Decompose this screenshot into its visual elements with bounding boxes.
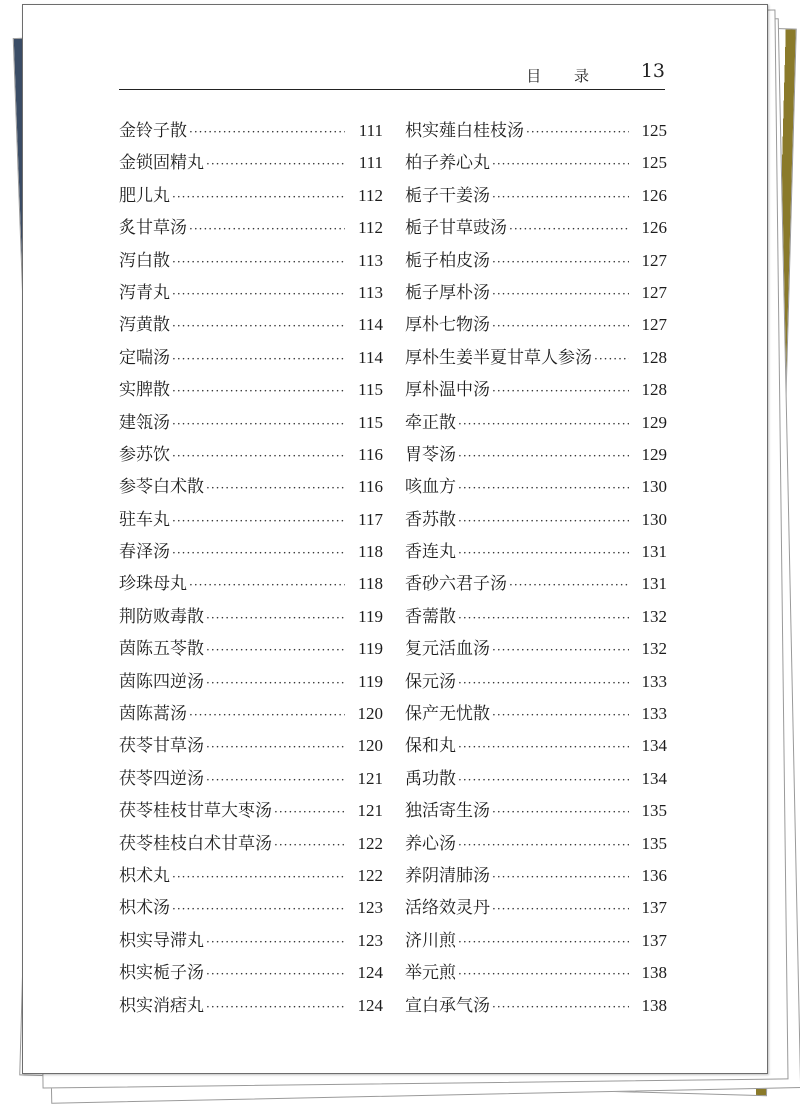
toc-entry-title: 泻黄散 [119, 315, 170, 336]
toc-entry[interactable] [405, 828, 667, 860]
toc-entry-title: 春泽汤 [119, 542, 170, 563]
dot-leader [172, 343, 345, 374]
dot-leader [492, 796, 629, 827]
toc-entry[interactable] [119, 407, 383, 439]
toc-entry[interactable] [119, 601, 383, 633]
toc-entry[interactable] [405, 180, 667, 212]
dot-leader [458, 472, 629, 503]
dot-leader [458, 537, 629, 568]
toc-entry[interactable] [405, 309, 667, 341]
toc-entry-page: 138 [641, 995, 667, 1015]
toc-entry-page: 129 [641, 444, 667, 464]
toc-entry[interactable] [405, 795, 667, 827]
toc-entry-page: 135 [641, 833, 667, 853]
toc-entry-page: 113 [358, 250, 383, 270]
toc-entry-title: 独活寄生汤 [405, 801, 490, 822]
toc-entry-page: 137 [641, 930, 667, 950]
dot-leader [172, 440, 345, 471]
dot-leader [492, 181, 629, 212]
dot-leader [594, 343, 629, 374]
toc-entry-title: 香苏散 [405, 509, 456, 530]
toc-entry-title: 保产无忧散 [405, 704, 490, 725]
dot-leader [206, 148, 345, 179]
toc-entry[interactable] [119, 698, 383, 730]
toc-entry-title: 炙甘草汤 [119, 218, 187, 239]
toc-entry-page: 115 [358, 380, 383, 400]
dot-leader [206, 731, 345, 762]
toc-column-right [405, 115, 667, 1022]
toc-entry[interactable] [405, 698, 667, 730]
dot-leader [492, 246, 629, 277]
toc-entry[interactable] [119, 504, 383, 536]
toc-entry-title: 珍珠母丸 [119, 574, 187, 595]
toc-entry-title: 茯苓四逆汤 [119, 768, 204, 789]
toc-entry-page: 123 [357, 898, 383, 918]
toc-entry[interactable] [119, 115, 383, 147]
toc-entry[interactable] [405, 471, 667, 503]
toc-entry-page: 117 [358, 509, 383, 529]
dot-leader [492, 310, 629, 341]
toc-entry-title: 济川煎 [405, 930, 456, 951]
toc-entry-title: 举元煎 [405, 963, 456, 984]
toc-entry[interactable] [119, 212, 383, 244]
toc-entry-page: 125 [641, 121, 667, 140]
dot-leader [492, 699, 629, 730]
dot-leader [172, 537, 345, 568]
toc-entry-page: 138 [641, 963, 667, 983]
dot-leader [172, 246, 345, 277]
toc-entry[interactable] [405, 990, 667, 1022]
toc-entry-page: 116 [358, 477, 383, 497]
toc-entry[interactable] [405, 342, 667, 374]
toc-entry-page: 120 [357, 704, 383, 724]
dot-leader [206, 472, 345, 503]
toc-entry[interactable] [405, 666, 667, 698]
dot-leader [172, 278, 345, 309]
toc-entry[interactable] [119, 180, 383, 212]
dot-leader [458, 602, 629, 633]
toc-entry-page: 121 [357, 801, 383, 821]
toc-entry[interactable] [405, 115, 667, 147]
toc-entry[interactable] [405, 277, 667, 309]
toc-entry-page: 119 [358, 639, 383, 659]
toc-entry-title: 茯苓甘草汤 [119, 736, 204, 757]
toc-entry[interactable] [405, 763, 667, 795]
toc-entry-page: 131 [641, 542, 667, 562]
toc-entry-page: 118 [358, 542, 383, 562]
toc-entry-page: 133 [641, 671, 667, 691]
toc-entry[interactable] [119, 536, 383, 568]
toc-entry[interactable] [119, 763, 383, 795]
toc-entry-page: 116 [358, 444, 383, 464]
toc-entry-title: 金锁固精丸 [119, 153, 204, 174]
dot-leader [458, 408, 629, 439]
toc-entry-page: 132 [641, 606, 667, 626]
toc-entry[interactable] [405, 374, 667, 406]
dot-leader [172, 893, 345, 924]
toc-entry-page: 120 [357, 736, 383, 756]
toc-entry[interactable] [405, 730, 667, 762]
toc-entry-page: 123 [357, 930, 383, 950]
dot-leader [458, 764, 629, 795]
toc-entry-title: 养阴清肺汤 [405, 865, 490, 886]
toc-entry-title: 厚朴温中汤 [405, 380, 490, 401]
toc-entry[interactable] [119, 795, 383, 827]
toc-entry-title: 禹功散 [405, 768, 456, 789]
dot-leader [492, 893, 629, 924]
toc-entry-page: 114 [358, 347, 383, 367]
dot-leader [458, 440, 629, 471]
toc-entry-title: 牵正散 [405, 412, 456, 433]
toc-entry-title: 参苏饮 [119, 444, 170, 465]
toc-entry-title: 香砂六君子汤 [405, 574, 507, 595]
dot-leader [206, 958, 345, 989]
toc-entry-page: 125 [641, 153, 667, 173]
toc-entry-page: 119 [358, 671, 383, 691]
dot-leader [458, 958, 629, 989]
toc-entry[interactable] [405, 925, 667, 957]
toc-entry[interactable] [119, 245, 383, 277]
toc-entry[interactable] [119, 957, 383, 989]
dot-leader [492, 634, 629, 665]
toc-entry[interactable] [405, 212, 667, 244]
toc-entry-page: 112 [358, 185, 383, 205]
toc-entry[interactable] [405, 147, 667, 179]
toc-entry-title: 复元活血汤 [405, 639, 490, 660]
toc-entry-title: 厚朴生姜半夏甘草人参汤 [405, 347, 592, 368]
toc-column-left [119, 115, 383, 1022]
toc-entry-title: 香连丸 [405, 542, 456, 563]
dot-leader [509, 213, 629, 244]
toc-entry-page: 122 [357, 833, 383, 853]
toc-entry[interactable] [119, 860, 383, 892]
toc-entry[interactable] [405, 601, 667, 633]
toc-entry-title: 实脾散 [119, 380, 170, 401]
dot-leader [526, 116, 629, 147]
dot-leader [274, 796, 345, 827]
dot-leader [458, 926, 629, 957]
toc-entry[interactable] [119, 730, 383, 762]
dot-leader [458, 505, 629, 536]
toc-entry[interactable] [405, 633, 667, 665]
dot-leader [206, 634, 345, 665]
toc-entry-page: 129 [641, 412, 667, 432]
dot-leader [206, 667, 345, 698]
toc-entry-title: 胃苓汤 [405, 444, 456, 465]
dot-leader [172, 181, 345, 212]
dot-leader [492, 991, 629, 1022]
toc-entry[interactable] [119, 633, 383, 665]
toc-entry[interactable] [405, 892, 667, 924]
toc-entry[interactable] [405, 245, 667, 277]
toc-entry-page: 131 [641, 574, 667, 594]
toc-entry[interactable] [119, 925, 383, 957]
toc-entry[interactable] [119, 342, 383, 374]
toc-entry[interactable] [119, 439, 383, 471]
toc-entry-title: 活络效灵丹 [405, 898, 490, 919]
toc-entry[interactable] [119, 828, 383, 860]
toc-entry-title: 肥儿丸 [119, 185, 170, 206]
toc-entry[interactable] [119, 990, 383, 1022]
toc-entry-page: 127 [641, 315, 667, 335]
toc-entry-title: 茯苓桂枝白术甘草汤 [119, 833, 272, 854]
toc-entry[interactable] [119, 309, 383, 341]
toc-entry-page: 122 [357, 865, 383, 885]
header-page-number: 13 [640, 60, 665, 82]
toc-entry-page: 134 [641, 736, 667, 756]
toc-entry-title: 建瓴汤 [119, 412, 170, 433]
toc-entry-title: 枳术丸 [119, 865, 170, 886]
toc-entry-page: 133 [641, 704, 667, 724]
dot-leader [172, 861, 345, 892]
toc-entry-page: 130 [641, 509, 667, 529]
dot-leader [509, 569, 629, 600]
toc-entry[interactable] [405, 860, 667, 892]
toc-entry-page: 130 [641, 477, 667, 497]
dot-leader [274, 829, 345, 860]
toc-entry-title: 茵陈五苓散 [119, 639, 204, 660]
toc-entry-page: 136 [641, 865, 667, 885]
toc-entry-page: 124 [357, 963, 383, 983]
toc-entry-title: 驻车丸 [119, 509, 170, 530]
toc-entry-page: 132 [641, 639, 667, 659]
toc-entry[interactable] [119, 568, 383, 600]
toc-entry[interactable] [119, 892, 383, 924]
dot-leader [492, 148, 629, 179]
toc-entry-title: 茯苓桂枝甘草大枣汤 [119, 801, 272, 822]
dot-leader [206, 991, 345, 1022]
dot-leader [458, 667, 629, 698]
toc-entry-page: 127 [641, 282, 667, 302]
toc-entry-page: 121 [357, 768, 383, 788]
toc-page [22, 4, 768, 1074]
toc-entry-title: 柏子养心丸 [405, 153, 490, 174]
toc-entry-title: 栀子厚朴汤 [405, 282, 490, 303]
toc-entry-page: 135 [641, 801, 667, 821]
toc-entry-title: 泻青丸 [119, 282, 170, 303]
dot-leader [492, 278, 629, 309]
dot-leader [206, 602, 345, 633]
dot-leader [172, 505, 345, 536]
dot-leader [492, 861, 629, 892]
toc-entry-title: 厚朴七物汤 [405, 315, 490, 336]
dot-leader [458, 731, 629, 762]
toc-entry-title: 香薷散 [405, 606, 456, 627]
toc-entry-title: 保元汤 [405, 671, 456, 692]
toc-entry-title: 栀子甘草豉汤 [405, 218, 507, 239]
dot-leader [172, 310, 345, 341]
toc-entry-page: 137 [641, 898, 667, 918]
toc-entry[interactable] [405, 407, 667, 439]
toc-entry-page: 128 [641, 380, 667, 400]
toc-entry[interactable] [119, 666, 383, 698]
dot-leader [189, 213, 345, 244]
toc-entry-title: 茵陈蒿汤 [119, 704, 187, 725]
toc-entry[interactable] [405, 439, 667, 471]
dot-leader [206, 764, 345, 795]
toc-entry-page: 111 [358, 121, 383, 140]
toc-entry-page: 126 [641, 218, 667, 238]
dot-leader [492, 375, 629, 406]
toc-entry-title: 泻白散 [119, 250, 170, 271]
page-header [119, 57, 665, 90]
toc-entry-page: 126 [641, 185, 667, 205]
toc-entry-page: 134 [641, 768, 667, 788]
toc-entry-page: 127 [641, 250, 667, 270]
dot-leader [172, 408, 345, 439]
toc-entry-title: 栀子柏皮汤 [405, 250, 490, 271]
toc-entry[interactable] [405, 536, 667, 568]
dot-leader [458, 829, 629, 860]
toc-entry-page: 128 [641, 347, 667, 367]
dot-leader [189, 116, 345, 147]
toc-entry-title: 咳血方 [405, 477, 456, 498]
toc-entry-page: 112 [358, 218, 383, 238]
toc-entry[interactable] [119, 147, 383, 179]
toc-entry-page: 111 [358, 153, 383, 173]
dot-leader [189, 569, 345, 600]
toc-entry-page: 119 [358, 606, 383, 626]
toc-entry[interactable] [119, 374, 383, 406]
toc-entry-title: 定喘汤 [119, 347, 170, 368]
toc-entry-title: 宣白承气汤 [405, 995, 490, 1016]
toc-entry[interactable] [119, 471, 383, 503]
toc-entry-title: 养心汤 [405, 833, 456, 854]
toc-entry-page: 115 [358, 412, 383, 432]
toc-entry-title: 保和丸 [405, 736, 456, 757]
toc-entry-title: 金铃子散 [119, 121, 187, 141]
toc-entry-page: 113 [358, 282, 383, 302]
toc-entry[interactable] [405, 957, 667, 989]
dot-leader [189, 699, 345, 730]
toc-entry[interactable] [119, 277, 383, 309]
toc-entry[interactable] [405, 568, 667, 600]
toc-entry-page: 124 [357, 995, 383, 1015]
dot-leader [172, 375, 345, 406]
toc-entry-page: 114 [358, 315, 383, 335]
toc-entry-title: 茵陈四逆汤 [119, 671, 204, 692]
toc-entry-title: 栀子干姜汤 [405, 185, 490, 206]
dot-leader [206, 926, 345, 957]
toc-entry-title: 参苓白术散 [119, 477, 204, 498]
toc-entry[interactable] [405, 504, 667, 536]
toc-entry-title: 枳实消痞丸 [119, 995, 204, 1016]
toc-entry-page: 118 [358, 574, 383, 594]
header-title: 目 录 [526, 67, 603, 85]
toc-entry-title: 枳实导滞丸 [119, 930, 204, 951]
toc-entry-title: 枳术汤 [119, 898, 170, 919]
toc-entry-title: 枳实薤白桂枝汤 [405, 121, 524, 141]
toc-entry-title: 枳实栀子汤 [119, 963, 204, 984]
toc-entry-title: 荆防败毒散 [119, 606, 204, 627]
